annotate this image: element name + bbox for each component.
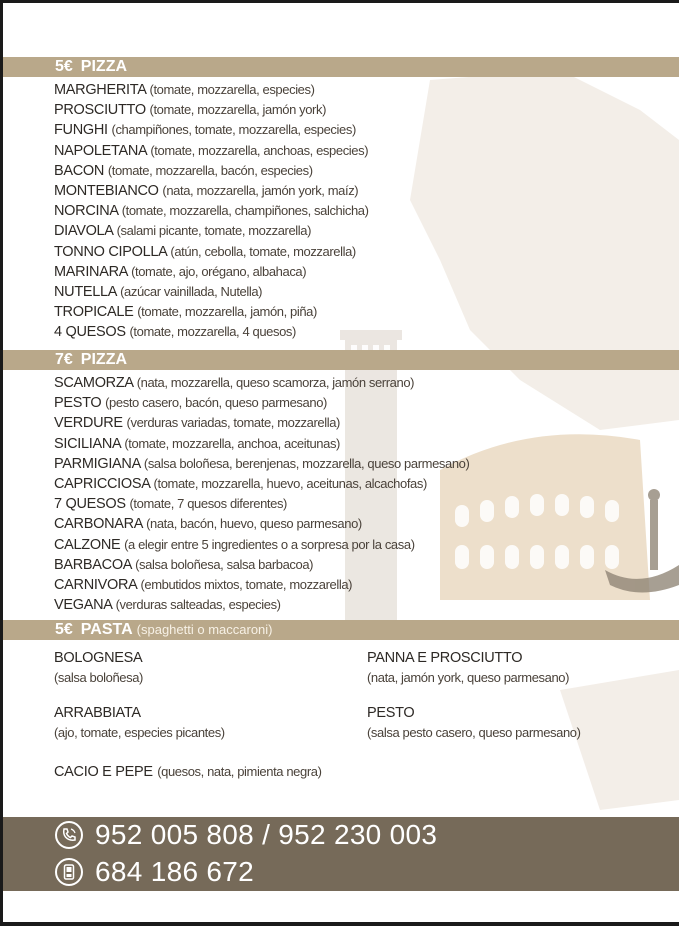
contact-footer [3,817,679,891]
menu-item: TROPICALE (tomate, mozzarella, jamón, piña) [54,304,317,321]
menu-item: MARINARA (tomate, ajo, orégano, albahaca) [54,263,307,280]
menu-item: PARMIGIANA (salsa boloñesa, berenjenas, mozzarella, queso parmesano) [54,455,470,472]
menu-item: 7 QUESOS (tomate, 7 quesos diferentes) [54,496,287,513]
pasta-item: BOLOGNESA (salsa boloñesa) [54,650,143,685]
section-price: 7€ [55,351,73,368]
pizza-5-list [54,80,369,342]
pasta-item: CACIO E PEPE (quesos, nata, pimienta negra) [54,764,322,780]
menu-item: MARGHERITA (tomate, mozzarella, especies) [54,82,315,98]
menu-item: CARNIVORA (embutidos mixtos, tomate, mozzarella) [54,576,353,593]
pasta-item: PANNA E PROSCIUTTO (nata, jamón york, queso parmesano) [367,650,570,685]
phone-icon [55,821,83,849]
menu-item: SICILIANA (tomate, mozzarella, anchoa, aceitunas) [54,435,340,452]
pasta-item: ARRABBIATA (ajo, tomate, especies picantes) [54,705,225,740]
menu-item: CALZONE (a elegir entre 5 ingredientes o a sorpresa por la casa) [54,536,415,553]
menu-item: VERDURE (verduras variadas, tomate, mozzarella) [54,415,340,432]
mobile-phone-icon [55,858,83,886]
menu-item: 4 QUESOS (tomate, mozzarella, 4 quesos) [54,324,296,341]
menu-item: CARBONARA (nata, bacón, huevo, queso parmesano) [54,516,362,533]
landline-numbers: 952 005 808 / 952 230 003 [95,819,438,850]
mobile-number: 684 186 672 [95,856,255,887]
menu-item: NAPOLETANA (tomate, mozzarella, anchoas, especies) [54,142,369,159]
section-price: 5€ [55,621,73,638]
section-price: 5€ [55,58,73,75]
section-title: PIZZA [80,58,128,75]
landline-row [55,818,437,852]
pizza-7-list [54,373,469,615]
menu-item: SCAMORZA (nata, mozzarella, queso scamorza, jamón serrano) [54,375,415,391]
section-title: PASTA [80,621,133,638]
menu-item: BARBACOA (salsa boloñesa, salsa barbacoa) [54,556,314,573]
menu-item: FUNGHI (champiñones, tomate, mozzarella, especies) [54,122,356,139]
menu-item: BACON (tomate, mozzarella, bacón, especies) [54,162,313,179]
section-title: PIZZA [80,351,128,368]
section-header-pasta [3,620,679,640]
pasta-item: PESTO (salsa pesto casero, queso parmesano) [367,705,581,740]
section-subtitle: (spaghetti o maccaroni) [136,622,273,637]
section-header-pizza-7 [3,350,679,370]
menu-item: VEGANA (verduras salteadas, especies) [54,597,281,614]
menu-item: PROSCIUTTO (tomate, mozzarella, jamón york) [54,102,327,119]
bottom-border [0,922,679,926]
section-header-pizza-5 [3,57,679,77]
menu-item: NORCINA (tomate, mozzarella, champiñones, salchicha) [54,203,369,220]
mobile-row [55,855,254,889]
menu-item: DIAVOLA (salami picante, tomate, mozzarella) [54,223,312,240]
menu-item: CAPRICCIOSA (tomate, mozzarella, huevo, aceitunas, alcachofas) [54,475,427,492]
menu-item: MONTEBIANCO (nata, mozzarella, jamón york, maíz) [54,182,359,199]
menu-item: TONNO CIPOLLA (atún, cebolla, tomate, mozzarella) [54,243,356,260]
menu-item: PESTO (pesto casero, bacón, queso parmesano) [54,395,327,412]
menu-item: NUTELLA (azúcar vainillada, Nutella) [54,283,263,300]
